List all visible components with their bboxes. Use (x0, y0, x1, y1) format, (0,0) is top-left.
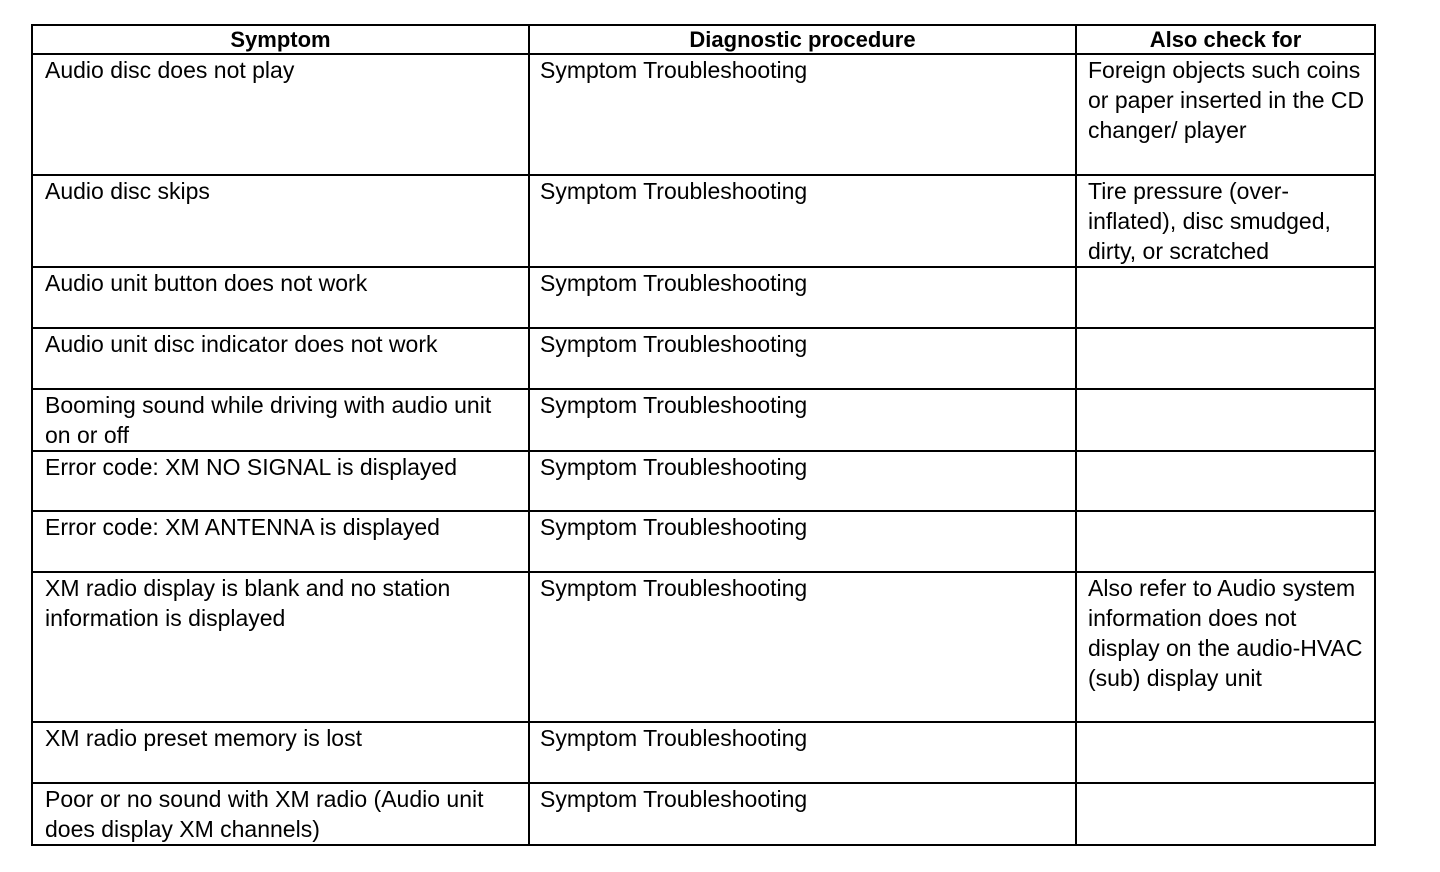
table-row (32, 328, 1375, 389)
procedure-cell: Symptom Troubleshooting (529, 783, 1076, 845)
table-row (32, 783, 1375, 845)
table-row (32, 175, 1375, 267)
table-row (32, 722, 1375, 783)
procedure-cell: Symptom Troubleshooting (529, 389, 1076, 451)
symptom-cell: XM radio display is blank and no station information is displayed (32, 572, 529, 722)
header-diagnostic-procedure: Diagnostic procedure (529, 25, 1076, 54)
procedure-cell: Symptom Troubleshooting (529, 328, 1076, 389)
check-cell (1076, 783, 1375, 845)
header-row (32, 25, 1375, 54)
header-symptom: Symptom (32, 25, 529, 54)
check-cell: Tire pressure (over-inflated), disc smudged, dirty, or scratched (1076, 175, 1375, 267)
check-cell: Also refer to Audio system information does not display on the audio-HVAC (sub) display unit (1076, 572, 1375, 722)
header-also-check-for: Also check for (1076, 25, 1375, 54)
symptom-cell: XM radio preset memory is lost (32, 722, 529, 783)
check-cell (1076, 722, 1375, 783)
symptom-cell: Audio unit disc indicator does not work (32, 328, 529, 389)
check-cell (1076, 511, 1375, 572)
symptom-cell: Audio disc skips (32, 175, 529, 267)
symptom-cell: Error code: XM NO SIGNAL is displayed (32, 451, 529, 511)
table-row (32, 267, 1375, 328)
procedure-cell: Symptom Troubleshooting (529, 722, 1076, 783)
procedure-cell: Symptom Troubleshooting (529, 511, 1076, 572)
check-cell: Foreign objects such coins or paper inserted in the CD changer/ player (1076, 54, 1375, 175)
procedure-cell: Symptom Troubleshooting (529, 572, 1076, 722)
table-row (32, 54, 1375, 175)
procedure-cell: Symptom Troubleshooting (529, 54, 1076, 175)
check-cell (1076, 267, 1375, 328)
check-cell (1076, 389, 1375, 451)
check-cell (1076, 328, 1375, 389)
symptom-cell: Audio unit button does not work (32, 267, 529, 328)
procedure-cell: Symptom Troubleshooting (529, 451, 1076, 511)
procedure-cell: Symptom Troubleshooting (529, 175, 1076, 267)
symptom-cell: Error code: XM ANTENNA is displayed (32, 511, 529, 572)
table-row (32, 511, 1375, 572)
table-row (32, 572, 1375, 722)
symptom-troubleshooting-table (31, 24, 1376, 846)
symptom-cell: Poor or no sound with XM radio (Audio unit does display XM channels) (32, 783, 529, 845)
table-row (32, 389, 1375, 451)
symptom-cell: Booming sound while driving with audio unit on or off (32, 389, 529, 451)
procedure-cell: Symptom Troubleshooting (529, 267, 1076, 328)
symptom-cell: Audio disc does not play (32, 54, 529, 175)
table-row (32, 451, 1375, 511)
check-cell (1076, 451, 1375, 511)
